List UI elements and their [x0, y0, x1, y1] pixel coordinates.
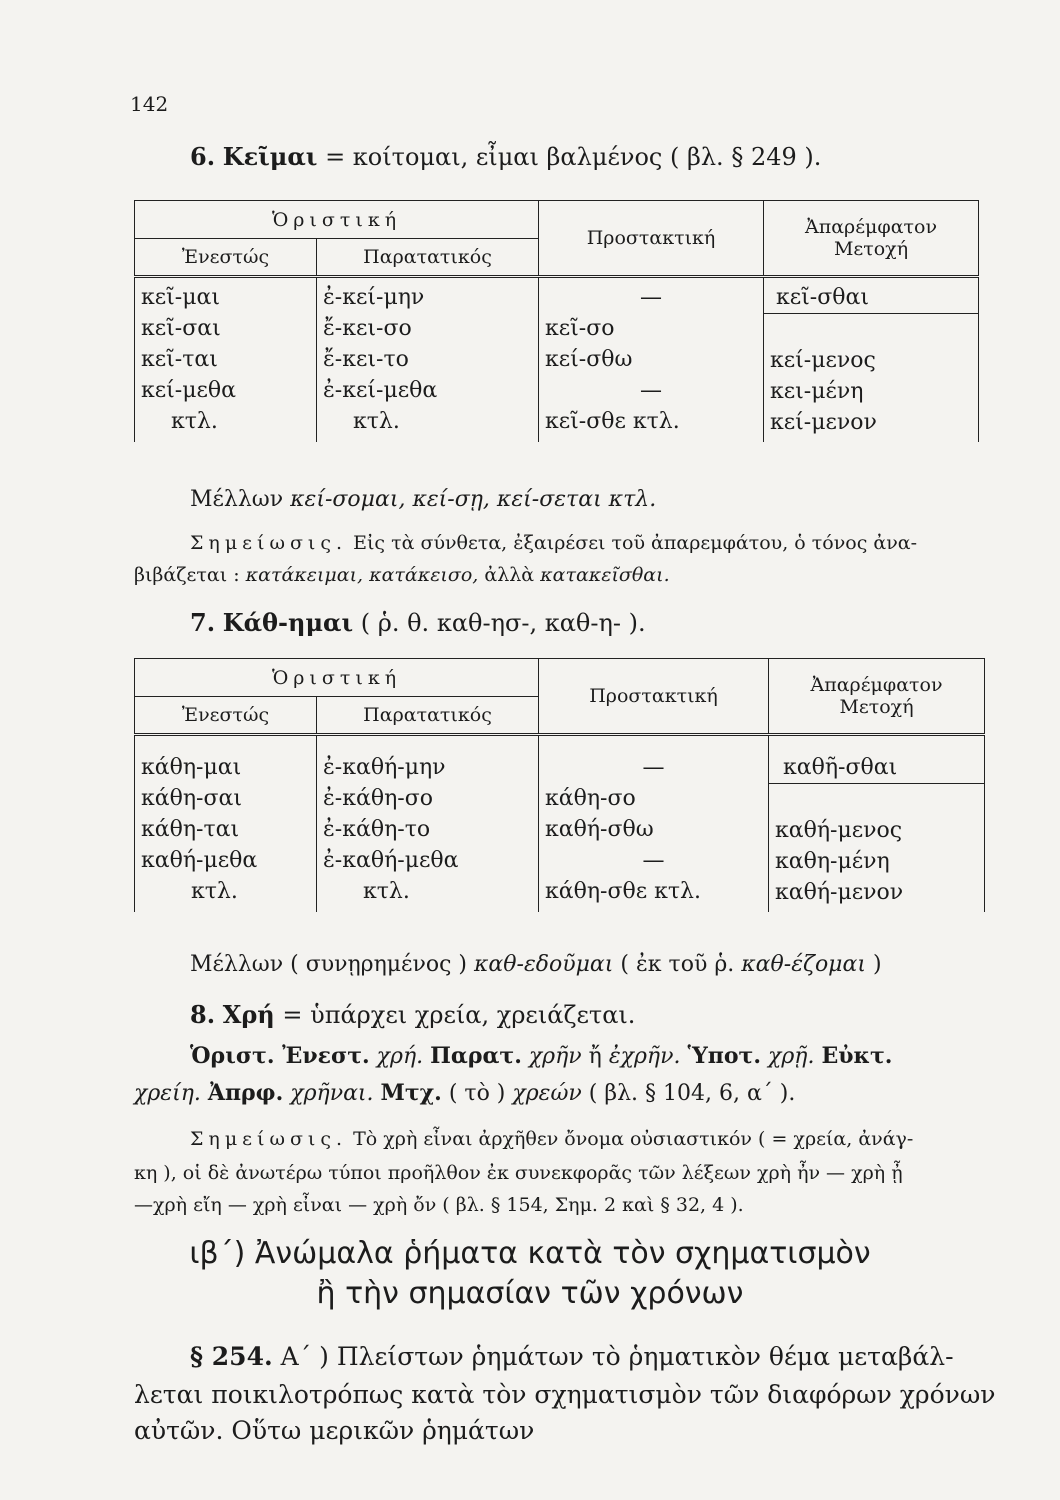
sec8-line2-run: χρείη. [134, 1081, 208, 1106]
sec6-h-enestos: Ἐνεστώς [135, 239, 317, 277]
sec7-heading-num: 7. [190, 608, 216, 637]
sec7-col-enestos [135, 735, 317, 913]
sec6-note-line2c: ἀλλὰ [484, 564, 535, 586]
sec7-h-metochi: Μετοχή [839, 696, 914, 718]
sec7-col-paratatikos [317, 735, 539, 913]
sec7-heading-rest: ( ῥ. θ. καθ-ησ-, καθ-η- ). [360, 609, 646, 637]
sec6-heading-rest: = κοίτομαι, εἶμαι βαλμένος ( βλ. § 249 ). [325, 143, 822, 171]
sec7-conjugation-table [134, 658, 985, 912]
sec8-heading-num: 8. [190, 1000, 216, 1029]
para254-line1 [190, 1342, 954, 1371]
sec6-heading-word: Κεῖμαι [222, 142, 318, 171]
sec6-prostaktiki-cell: — [640, 285, 663, 310]
sec6-prostaktiki-cell: — [640, 378, 663, 403]
sec6-note-line2b: κατάκειμαι, κατάκεισο, [245, 564, 479, 586]
sec8-note-line3: —χρὴ εἴη — χρὴ εἶναι — χρὴ ὄν ( βλ. § 154, Σημ. 2 καὶ § 32, 4 ). [134, 1194, 744, 1216]
sec6-aparemfaton-cell: κει-μένη [770, 379, 864, 404]
sec6-aparemfaton-cell [770, 314, 972, 345]
sec8-heading [190, 1000, 635, 1029]
sec8-line1-run: χρῇ. [761, 1044, 822, 1069]
para254-line3: αὐτῶν. Οὕτω μερικῶν ῥημάτων [134, 1416, 535, 1445]
sec8-note [190, 1124, 913, 1154]
sec8-line1-run: χρῆν [521, 1044, 589, 1069]
sec6-aparemfaton-cell: κεί-μενον [770, 410, 877, 435]
sec7-prostaktiki-cell: — [642, 848, 665, 873]
sec7-mellon [190, 952, 882, 977]
sec6-h-paratatikos: Παρατατικός [317, 239, 539, 277]
sec8-line2-run: ( βλ. § 104, 6, α΄ ). [581, 1081, 796, 1106]
sec7-enestos-cell: κτλ. [191, 879, 238, 904]
sec6-prostaktiki-cell: κεῖ-σο [545, 316, 615, 341]
sec7-aparemfaton-cell [775, 784, 978, 815]
sec6-paratatikos-cell: ἐ-κεί-μεθα [323, 378, 438, 403]
sec6-conjugation-table [134, 200, 979, 442]
sec6-aparemfaton-cell: κεῖ-σθαι [764, 282, 978, 314]
sec8-line2-run: Ἀπρφ. [207, 1080, 284, 1106]
page-number: 142 [130, 92, 169, 116]
sec8-line1-run: ἐχρῆν. [601, 1044, 688, 1069]
sec8-line1-run: Ὑποτ. [687, 1043, 761, 1069]
sec6-note-line2a: βιβάζεται : [134, 564, 240, 586]
sec7-heading [190, 608, 646, 637]
sec7-mellon-src-form: καθ-έζομαι [741, 952, 866, 977]
sec8-line2-run: ( τὸ ) [441, 1081, 513, 1106]
sec8-line1-run: Εὐκτ. [821, 1043, 893, 1069]
sec7-enestos-cell: κάθη-σαι [141, 786, 242, 811]
sec8-line2-run: χρῆναι. [283, 1081, 381, 1106]
sec7-mellon-form: καθ-εδοῦμαι [473, 952, 614, 977]
sec6-paratatikos-cell: ἔ-κει-σο [323, 316, 412, 341]
sec6-mellon-forms: κεί-σομαι, κεί-σῃ, κεί-σεται κτλ. [290, 487, 657, 512]
sec8-note-line2: κη ), οἱ δὲ ἀνωτέρω τύποι προῆλθον ἐκ συνεκφορᾶς τῶν λέξεων χρὴ ἦν — χρὴ ᾖ [134, 1162, 903, 1184]
para254-line2: λεται ποικιλοτρόπως κατὰ τὸν σχηματισμὸν τῶν διαφόρων χρόνων [134, 1380, 996, 1409]
sec7-enestos-cell: καθή-μεθα [141, 848, 258, 873]
sec6-h-metochi: Μετοχή [833, 238, 909, 260]
sec6-enestos-cell: κτλ. [171, 409, 218, 434]
sec6-col-prostaktiki [539, 277, 764, 443]
sec6-h-aparemfaton-label: Ἀπαρέμφατον [804, 216, 938, 238]
sec6-enestos-cell: κεῖ-σαι [141, 316, 221, 341]
sec6-note-line1: Εἰς τὰ σύνθετα, ἐξαιρέσει τοῦ ἀπαρεμφάτου, ὁ τόνος ἀνα- [353, 532, 918, 554]
sec6-note-line2d: κατακεῖσθαι. [540, 564, 670, 586]
sec6-enestos-cell: κεῖ-μαι [141, 285, 220, 310]
sec6-paratatikos-cell: ἐ-κεί-μην [323, 285, 425, 310]
sec7-h-prostaktiki: Προστακτική [539, 659, 769, 735]
para254-num: § 254. [190, 1342, 273, 1371]
sec6-aparemfaton-cell: κεί-μενος [770, 348, 876, 373]
sec8-note-line1: Τὸ χρὴ εἶναι ἀρχῆθεν ὄνομα οὐσιαστικόν ( = χρεία, ἀνάγ- [353, 1128, 914, 1150]
sec7-h-aparemfaton-label: Ἀπαρέμφατον [810, 674, 943, 696]
sec6-enestos-cell: κεί-μεθα [141, 378, 237, 403]
sec6-h-oristiki: Ὁριστική [135, 201, 539, 239]
sec8-line1-run: ἤ [588, 1044, 602, 1069]
sec8-line2-run: χρεών [512, 1081, 582, 1106]
sec8-line1-run: Παρατ. [430, 1043, 522, 1069]
sec7-mellon-paren: ( συνῃρημένος ) [290, 952, 467, 977]
sec8-line1-run: Ὁριστ. Ἐνεστ. [190, 1043, 370, 1069]
sec6-mellon [190, 487, 656, 512]
sec7-enestos-cell: κάθη-μαι [141, 755, 242, 780]
sec6-prostaktiki-cell: κεί-σθω [545, 347, 633, 372]
sec8-forms-line2 [134, 1080, 795, 1106]
sec6-note [190, 528, 917, 558]
sec6-enestos-cell: κεῖ-ται [141, 347, 218, 372]
sec7-col-prostaktiki [539, 735, 769, 913]
sec7-aparemfaton-cell: καθῆ-σθαι [769, 752, 984, 784]
section-title-line2: ἢ τὴν σημασίαν τῶν χρόνων [316, 1276, 744, 1311]
sec7-h-enestos: Ἐνεστώς [135, 697, 317, 735]
sec7-prostaktiki-cell: καθή-σθω [545, 817, 654, 842]
sec6-h-aparemfaton [764, 201, 979, 277]
sec7-aparemfaton-cell: καθη-μένη [775, 849, 890, 874]
sec8-line1-run: χρή. [369, 1044, 431, 1069]
sec8-line2-run: Μτχ. [380, 1080, 442, 1106]
sec6-col-aparemfaton [764, 277, 979, 443]
sec7-paratatikos-cell: ἐ-κάθη-σο [323, 786, 433, 811]
sec7-prostaktiki-cell: κάθη-σθε κτλ. [545, 879, 701, 904]
sec6-mellon-label: Μέλλων [190, 487, 284, 512]
sec8-heading-rest: = ὑπάρχει χρεία, χρειάζεται. [282, 1001, 636, 1029]
sec6-heading-num: 6. [190, 142, 216, 171]
sec7-mellon-src: ( ἐκ τοῦ ῥ. [620, 952, 735, 977]
sec7-mellon-close: ) [872, 952, 882, 977]
sec6-h-prostaktiki: Προστακτική [539, 201, 764, 277]
sec7-paratatikos-cell: ἐ-καθή-μην [323, 755, 446, 780]
sec7-heading-word: Κάθ-ημαι [222, 608, 354, 637]
sec6-paratatikos-cell: ἔ-κει-το [323, 347, 409, 372]
section-title-line1: ιβ΄) Ἀνώμαλα ῥήματα κατὰ τὸν σχηματισμὸν [189, 1236, 871, 1271]
sec7-prostaktiki-cell: κάθη-σο [545, 786, 636, 811]
sec6-note-label: Σημείωσις. [190, 532, 348, 554]
sec8-forms-line1 [190, 1043, 892, 1069]
para254-text1: Α΄ ) Πλείστων ῥημάτων τὸ ῥηματικὸν θέμα μεταβάλ- [280, 1342, 954, 1371]
sec6-note-cont [134, 560, 670, 590]
sec7-mellon-label: Μέλλων [190, 952, 284, 977]
sec7-paratatikos-cell: κτλ. [363, 879, 410, 904]
sec7-h-paratatikos: Παρατατικός [317, 697, 539, 735]
sec6-heading [190, 142, 821, 171]
sec7-h-aparemfaton [769, 659, 985, 735]
sec8-note-label: Σημείωσις. [190, 1128, 348, 1150]
sec7-prostaktiki-cell: — [642, 755, 665, 780]
sec7-aparemfaton-cell: καθή-μενον [775, 880, 904, 905]
sec6-paratatikos-cell: κτλ. [353, 409, 400, 434]
sec7-h-oristiki: Ὁριστική [135, 659, 539, 697]
sec6-col-enestos [135, 277, 317, 443]
sec7-aparemfaton-cell: καθή-μενος [775, 818, 903, 843]
sec6-prostaktiki-cell: κεῖ-σθε κτλ. [545, 409, 680, 434]
sec7-paratatikos-cell: ἐ-καθή-μεθα [323, 848, 459, 873]
sec7-paratatikos-cell: ἐ-κάθη-το [323, 817, 431, 842]
sec7-enestos-cell: κάθη-ται [141, 817, 240, 842]
sec8-heading-word: Χρή [222, 1000, 275, 1029]
sec7-col-aparemfaton [769, 735, 985, 913]
sec6-col-paratatikos [317, 277, 539, 443]
